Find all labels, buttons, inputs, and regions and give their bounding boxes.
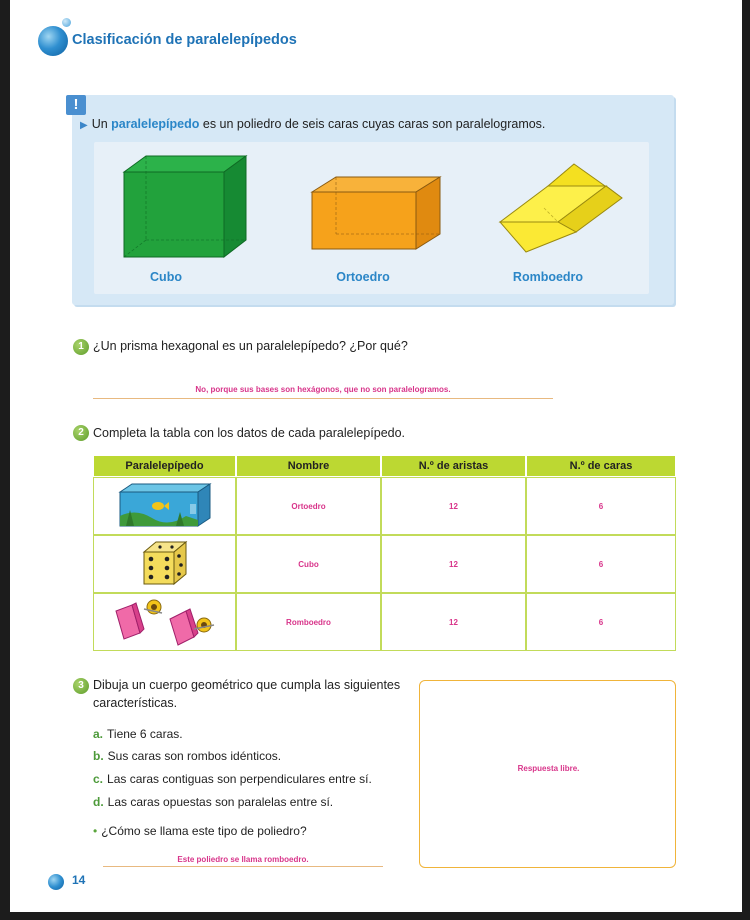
table-cell-picture	[93, 593, 236, 651]
question-1-text: ¿Un prisma hexagonal es un paralelepípedo? ¿Por qué?	[93, 339, 408, 353]
list-item	[93, 795, 333, 809]
table-cell-faces: 6	[526, 477, 676, 535]
page-title: Clasificación de paralelepípedos	[72, 32, 297, 48]
question-1-number: 1	[73, 339, 89, 355]
rhombohedron-label: Romboedro	[512, 270, 584, 284]
title-bullet-icon	[38, 26, 68, 56]
table-cell-faces: 6	[526, 593, 676, 651]
list-item	[93, 749, 281, 763]
sub-question-text: ¿Cómo se llama este tipo de poliedro?	[101, 824, 307, 838]
question-2-text: Completa la tabla con los datos de cada paralelepípedo.	[93, 426, 406, 440]
table-row	[93, 593, 676, 651]
table-cell-edges: 12	[381, 535, 526, 593]
list-item-letter: a.	[93, 727, 104, 741]
table-cell-picture	[93, 477, 236, 535]
question-3-text-line2: características.	[93, 696, 178, 710]
page-number-bullet-icon	[48, 874, 64, 890]
table-cell-name: Romboedro	[236, 593, 381, 651]
title-bullet-small-icon	[62, 18, 71, 27]
cuboid-label: Ortoedro	[336, 270, 390, 284]
question-3-number: 3	[73, 678, 89, 694]
drawing-area-answer: Respuesta libre.	[517, 764, 580, 773]
bullet-icon: •	[93, 824, 98, 838]
table-cell-edges: 12	[381, 477, 526, 535]
table-cell-faces: 6	[526, 535, 676, 593]
aquarium-icon	[116, 482, 214, 528]
sub-question	[93, 824, 307, 838]
list-item-text: Las caras opuestas son paralelas entre sí.	[107, 795, 334, 809]
table-cell-edges: 12	[381, 593, 526, 651]
table-row	[93, 535, 676, 593]
earrings-icon	[110, 595, 220, 647]
table-header-row	[93, 455, 676, 477]
list-item	[93, 727, 183, 741]
list-item-text: Tiene 6 caras.	[107, 727, 183, 741]
exclamation-icon: !	[66, 95, 86, 115]
question-1-answer: No, porque sus bases son hexágonos, que no son paralelogramos.	[195, 385, 451, 394]
page-number: 14	[72, 873, 86, 887]
dice-icon	[138, 538, 192, 588]
list-item-letter: d.	[93, 795, 104, 809]
table-row	[93, 477, 676, 535]
list-item-text: Sus caras son rombos idénticos.	[107, 749, 282, 763]
cuboid-figure	[306, 172, 446, 254]
table-header-cell: N.º de aristas	[381, 455, 526, 477]
list-item-text: Las caras contiguas son perpendiculares entre sí.	[107, 772, 372, 786]
rhombohedron-figure	[494, 158, 626, 260]
cube-figure	[118, 150, 253, 262]
list-item	[93, 772, 372, 786]
table-cell-picture	[93, 535, 236, 593]
list-item-letter: b.	[93, 749, 104, 763]
data-table	[93, 455, 676, 651]
definition-prefix: Un	[91, 117, 112, 131]
table-header-cell: N.º de caras	[526, 455, 676, 477]
definition-rest: es un poliedro de seis caras cuyas caras son paralelogramos.	[199, 117, 546, 131]
question-3-answer: Este poliedro se llama romboedro.	[177, 855, 309, 864]
list-item-letter: c.	[93, 772, 104, 786]
question-3-answer-line	[103, 866, 383, 867]
table-cell-name: Cubo	[236, 535, 381, 593]
question-1-answer-line	[93, 398, 553, 399]
drawing-area[interactable]	[419, 680, 676, 868]
definition-term: paralelepípedo	[111, 117, 200, 131]
question-2-number: 2	[73, 425, 89, 441]
arrow-right-icon: ▶	[80, 120, 88, 131]
cube-label: Cubo	[150, 270, 182, 284]
table-cell-name: Ortoedro	[236, 477, 381, 535]
page	[10, 0, 742, 912]
question-3-text-line1: Dibuja un cuerpo geométrico que cumpla las siguientes	[93, 678, 401, 692]
table-header-cell: Nombre	[236, 455, 381, 477]
definition-text	[80, 117, 545, 131]
table-header-cell: Paralelepípedo	[93, 455, 236, 477]
